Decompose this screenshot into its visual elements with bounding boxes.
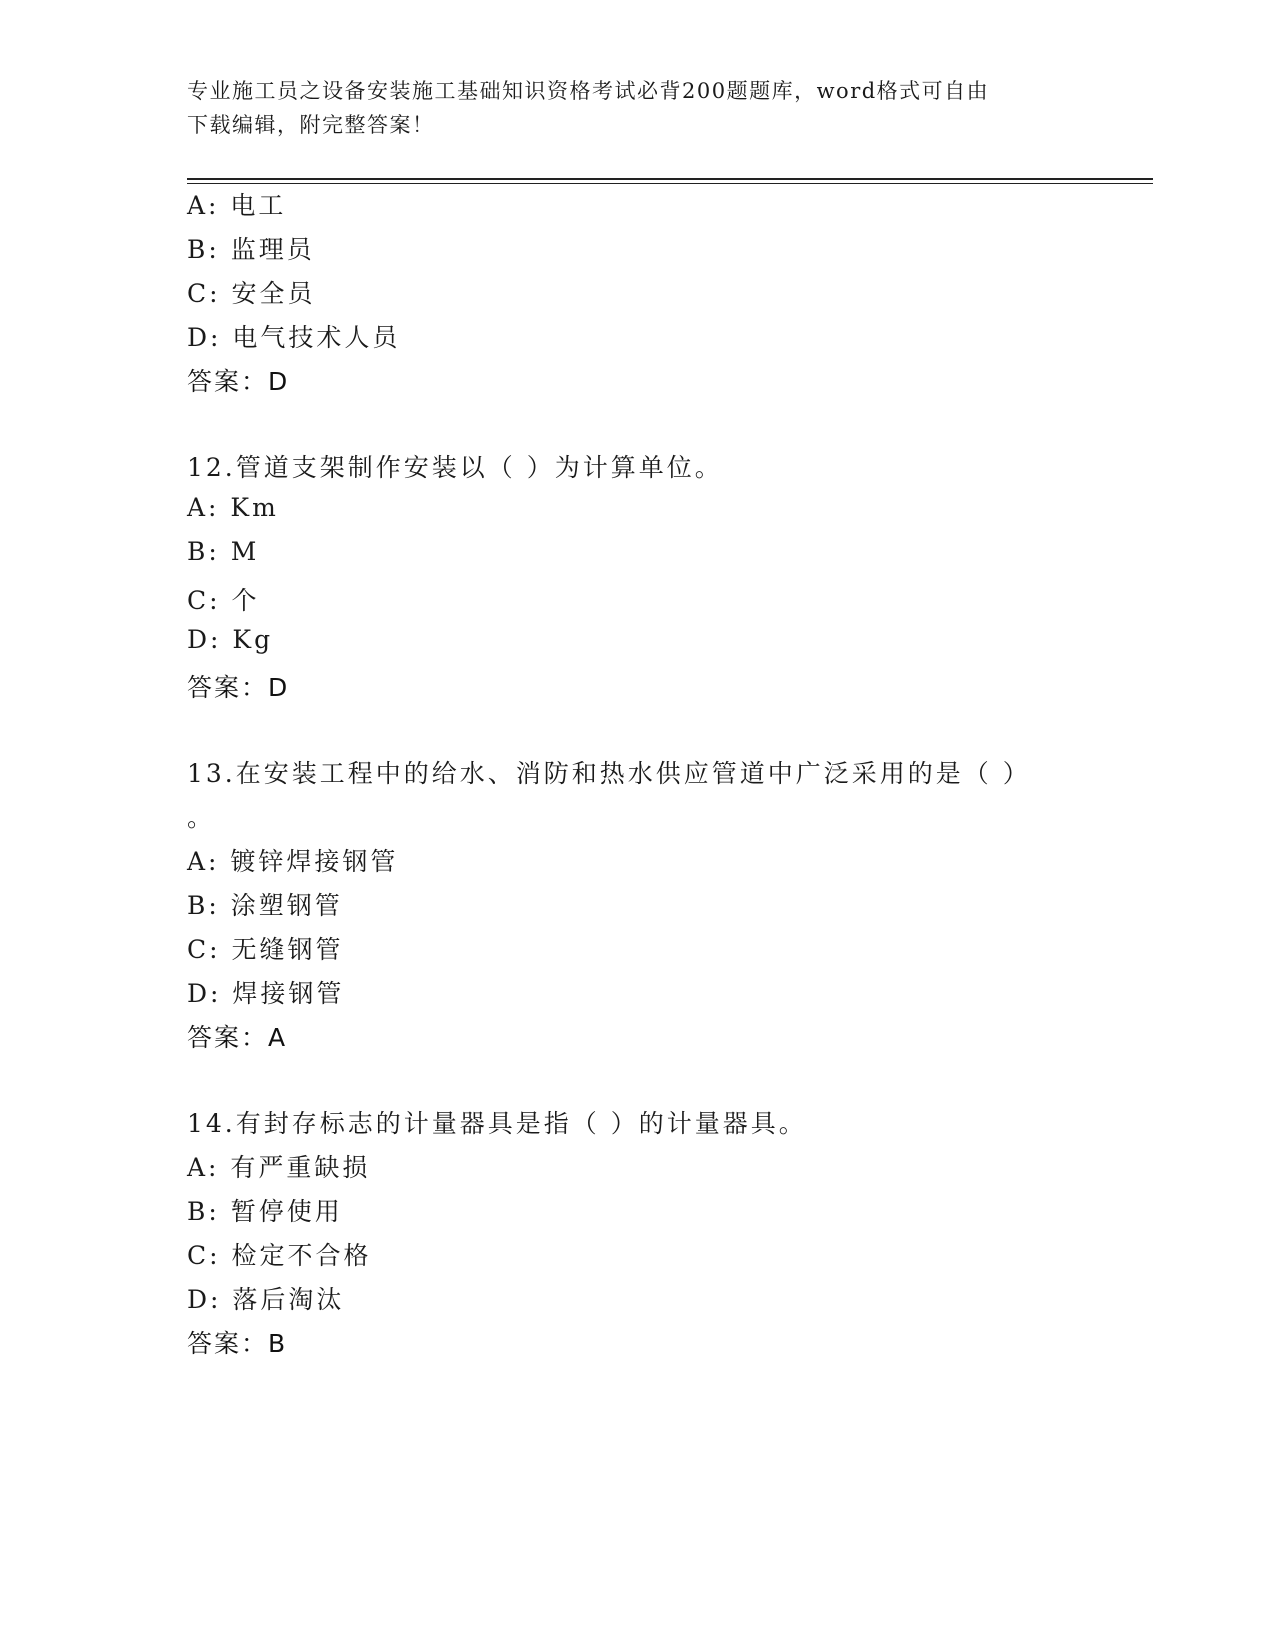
header-divider-thin [187, 183, 1153, 184]
q12-stem: 12.管道支架制作安装以（ ）为计算单位。 [187, 453, 723, 482]
q14-option-a: A: 有严重缺损 [187, 1153, 371, 1182]
header-line-2: 下载编辑，附完整答案！ [187, 113, 435, 137]
q13-answer: 答案：A [187, 1023, 288, 1052]
q12-option-d: D: Kg [187, 625, 274, 654]
header-divider-thick [187, 178, 1153, 180]
q14-stem: 14.有封存标志的计量器具是指（ ）的计量器具。 [187, 1109, 807, 1138]
q14-option-b: B: 暂停使用 [187, 1197, 343, 1226]
q12-option-b: B: M [187, 537, 260, 566]
q14-option-c: C: 检定不合格 [187, 1241, 372, 1270]
q13-stem: 13.在安装工程中的给水、消防和热水供应管道中广泛采用的是（ ） [187, 759, 1031, 788]
q11-answer: 答案：D [187, 367, 290, 396]
q11-option-a: A: 电工 [187, 191, 287, 220]
q12-answer: 答案：D [187, 673, 290, 702]
document-header [187, 74, 1067, 142]
q13-option-a: A: 镀锌焊接钢管 [187, 847, 399, 876]
q11-option-c: C: 安全员 [187, 279, 316, 308]
q13-option-c: C: 无缝钢管 [187, 935, 344, 964]
q11-option-d: D: 电气技术人员 [187, 323, 401, 352]
q12-option-a: A: Km [187, 493, 279, 522]
q14-option-d: D: 落后淘汰 [187, 1285, 345, 1314]
q13-option-b: B: 涂塑钢管 [187, 891, 343, 920]
q11-option-b: B: 监理员 [187, 235, 315, 264]
q14-answer: 答案：B [187, 1329, 288, 1358]
q13-stem-continuation: 。 [187, 803, 216, 832]
q12-option-c: C: 个 [187, 586, 260, 615]
header-line-1: 专业施工员之设备安装施工基础知识资格考试必背200题题库，word格式可自由 [187, 79, 990, 103]
q13-option-d: D: 焊接钢管 [187, 979, 345, 1008]
